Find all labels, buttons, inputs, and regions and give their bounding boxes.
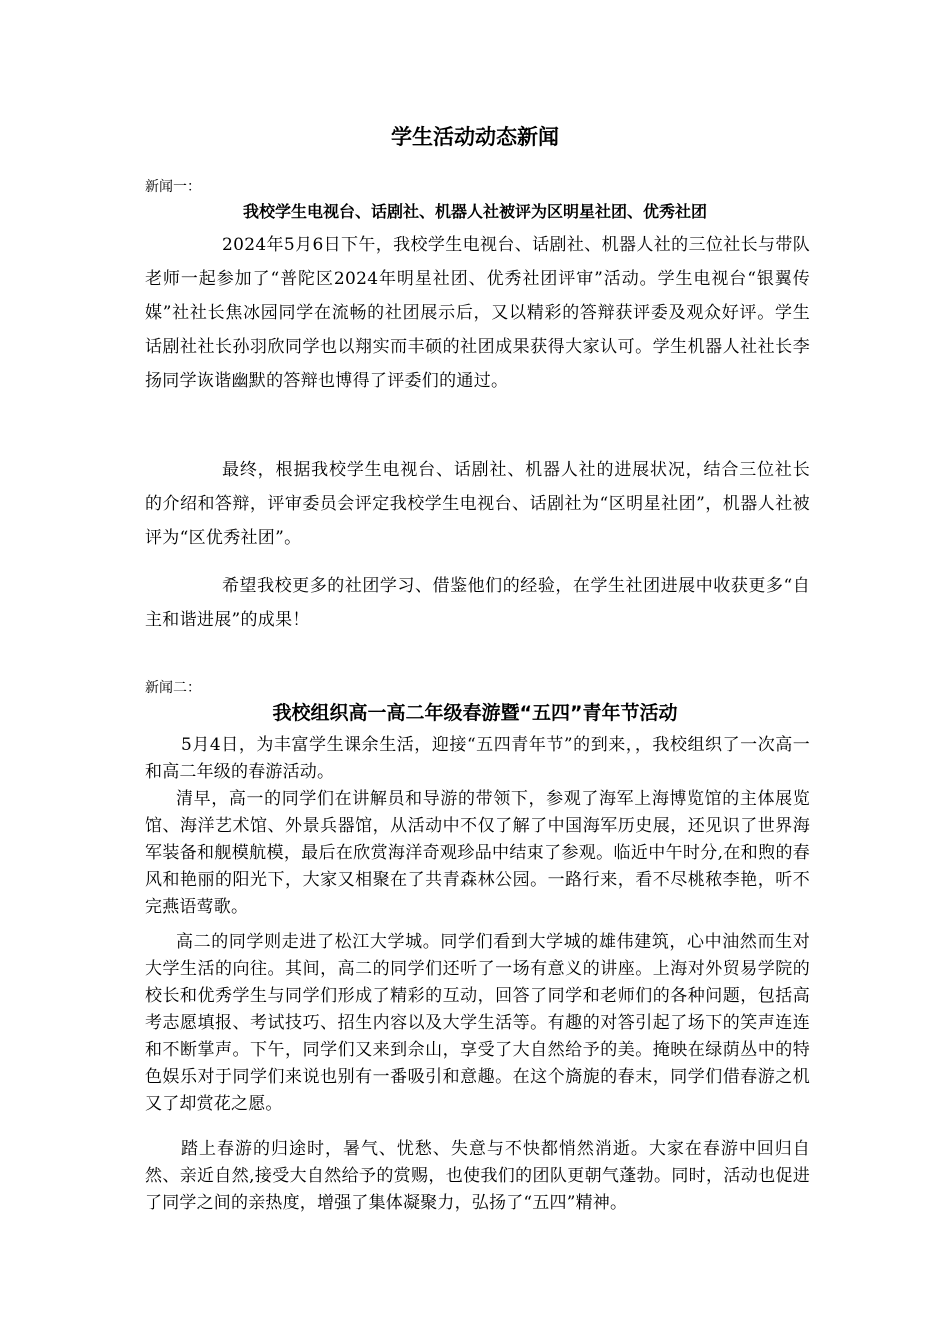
news1-label: 新闻一： [145,179,201,195]
news2-paragraph: 清早，高一的同学们在讲解员和导游的带领下，参观了海军上海博览馆的主体展览馆、海洋艺术馆、外景兵器馆，从活动中不仅了解了中国海军历史展，还见识了世界海军装备和舰模航模，最后在欣赏海洋奇观珍品中结束了参观。临近中午时分,在和煦的春风和艳丽的阳光下，大家又相聚在了共青森林公园。一路行来，看不尽桃秾李艳，听不完燕语莺歌。 [145,789,810,917]
page-title: 学生活动动态新闻 [391,125,559,149]
news2-headline: 我校组织高一高二年级春游暨“五四”青年节活动 [272,702,678,724]
news1-paragraph: 最终，根据我校学生电视台、话剧社、机器人社的进展状况，结合三位社长的介绍和答辩，评审委员会评定我校学生电视台、话剧社为“区明星社团”，机器人社被评为“区优秀社团”。 [145,460,810,548]
news1-paragraph: 2024年5月6日下午，我校学生电视台、话剧社、机器人社的三位社长与带队老师一起参加了“普陀区2024年明星社团、优秀社团评审”活动。学生电视台“银翼传媒”社社长焦冰园同学在流畅的社团展示后，又以精彩的答辩获评委及观众好评。学生话剧社社长孙羽欣同学也以翔实而丰硕的社团成果获得大家认可。学生机器人社社长李扬同学诙谐幽默的答辩也博得了评委们的通过。 [145,235,810,391]
news1-paragraph: 希望我校更多的社团学习、借鉴他们的经验，在学生社团进展中收获更多“自主和谐进展”的成果！ [145,576,810,630]
news2-label: 新闻二： [145,680,201,696]
news2-paragraph: 5月4日，为丰富学生课余生活，迎接“五四青年节”的到来，，我校组织了一次高一和高二年级的春游活动。 [145,735,810,782]
news2-paragraph: 高二的同学则走进了松江大学城。同学们看到大学城的雄伟建筑，心中油然而生对大学生活的向往。其间，高二的同学们还听了一场有意义的讲座。上海对外贸易学院的校长和优秀学生与同学们形成了精彩的互动，回答了同学和老师们的各种问题，包括高考志愿填报、考试技巧、招生内容以及大学生活等。有趣的对答引起了场下的笑声连连和不断掌声。下午，同学们又来到佘山，享受了大自然给予的美。掩映在绿荫丛中的特色娱乐对于同学们来说也别有一番吸引和意趣。在这个旖旎的春末，同学们借春游之机又了却赏花之愿。 [145,932,810,1114]
news2-paragraph: 踏上春游的归途时，暑气、忧愁、失意与不快都悄然消逝。大家在春游中回归自然、亲近自然,接受大自然给予的赏赐，也使我们的团队更朝气蓬勃。同时，活动也促进了同学之间的亲热度，增强了集体凝聚力，弘扬了“五四”精神。 [145,1139,810,1213]
news1-headline: 我校学生电视台、话剧社、机器人社被评为区明星社团、优秀社团 [242,202,707,221]
